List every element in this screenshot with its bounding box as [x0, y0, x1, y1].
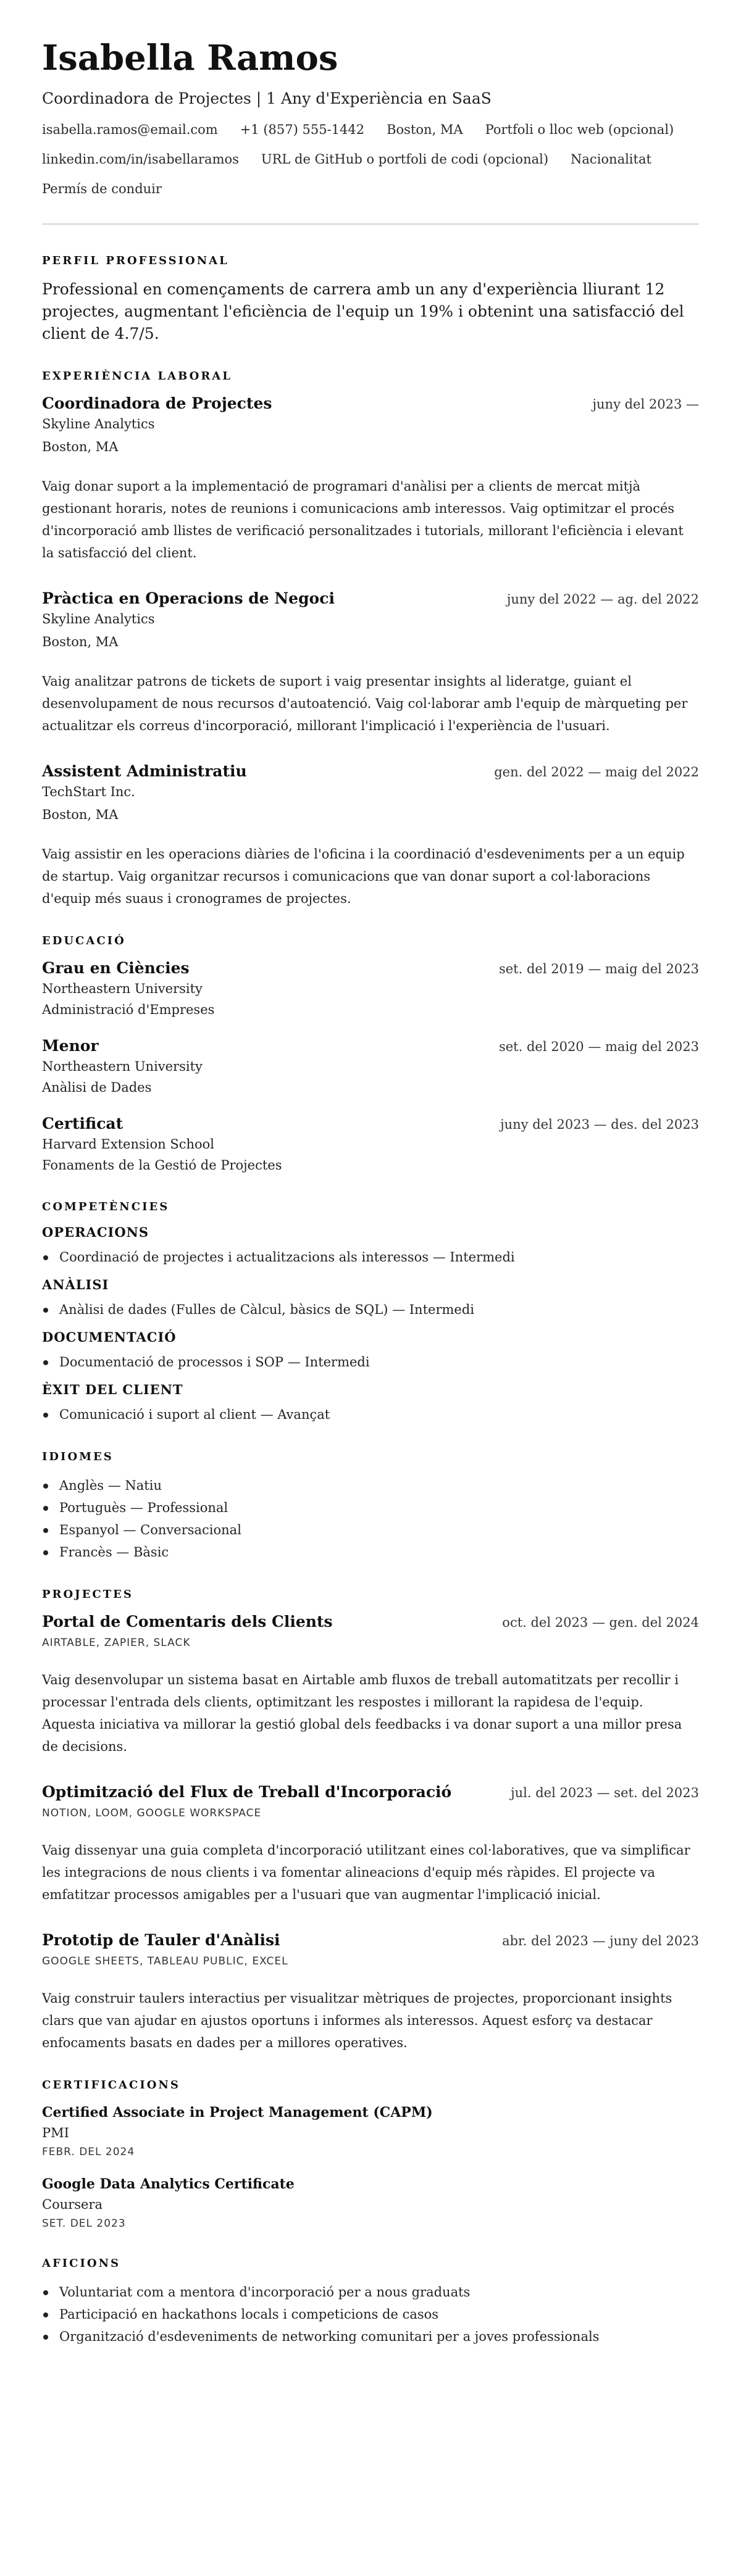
education-item [42, 1114, 699, 1176]
experience-section [42, 370, 699, 910]
skill-group [42, 1382, 699, 1426]
section-title-education: EDUCACIÓ [42, 934, 126, 947]
header-divider [42, 223, 699, 225]
job-title: Coordinadora de Projectes [42, 394, 272, 412]
skill-item: Documentació de processos i SOP — Intermedi [42, 1351, 699, 1373]
job-dates: juny del 2023 — [592, 397, 699, 412]
certification-name: Google Data Analytics Certificate [42, 2176, 295, 2192]
project-title: Optimització del Flux de Treball d'Incorporació [42, 1783, 452, 1801]
experience-item [42, 394, 699, 564]
resume-header [42, 38, 699, 210]
experience-item [42, 589, 699, 737]
hobby-item: Voluntariat com a mentora d'incorporació per a nous graduats [42, 2281, 699, 2303]
education-item [42, 958, 699, 1020]
project-tech: AIRTABLE, ZAPIER, SLACK [42, 1637, 191, 1649]
contact-portfolio: Portfoli o lloc web (opcional) [485, 122, 674, 137]
contact-linkedin[interactable]: linkedin.com/in/isabellaramos [42, 152, 239, 167]
language-item: Espanyol — Conversacional [42, 1519, 699, 1541]
degree-title: Menor [42, 1037, 99, 1055]
skill-category: ÈXIT DEL CLIENT [42, 1382, 183, 1397]
projects-section [42, 1588, 699, 2054]
certifications-section [42, 2079, 699, 2232]
summary-section [42, 254, 699, 345]
contact-phone: +1 (857) 555-1442 [240, 122, 365, 137]
job-company: Skyline Analytics [42, 612, 155, 626]
degree-title: Certificat [42, 1115, 124, 1132]
candidate-name: Isabella Ramos [42, 38, 338, 78]
certification-item [42, 2103, 699, 2161]
section-title-hobbies: AFICIONS [42, 2257, 121, 2270]
project-dates: jul. del 2023 — set. del 2023 [511, 1785, 699, 1800]
skill-item: Comunicació i suport al client — Avançat [42, 1403, 699, 1426]
project-tech: GOOGLE SHEETS, TABLEAU PUBLIC, EXCEL [42, 1955, 288, 1967]
section-title-skills: COMPETÈNCIES [42, 1200, 170, 1213]
project-title: Prototip de Tauler d'Anàlisi [42, 1931, 280, 1949]
education-item [42, 1036, 699, 1098]
contact-nationality: Nacionalitat [571, 152, 651, 167]
section-title-summary: PERFIL PROFESSIONAL [42, 254, 229, 267]
education-dates: set. del 2020 — maig del 2023 [498, 1039, 699, 1054]
project-description: Vaig desenvolupar un sistema basat en Airtable amb fluxos de treball automatitzats per recollir i processar l'entrada dels clients, optimitzant les respostes i millorant la rapidesa de l'equip. Aquesta iniciativa va millorar la gestió global dels feedbacks i va donar suport a una millor presa de decisions. [42, 1672, 682, 1754]
project-item [42, 1782, 699, 1906]
skill-category: DOCUMENTACIÓ [42, 1329, 177, 1345]
skill-item: Coordinació de projectes i actualitzacions als interessos — Intermedi [42, 1246, 699, 1268]
skill-category: OPERACIONS [42, 1224, 149, 1240]
skill-group [42, 1224, 699, 1268]
job-dates: juny del 2022 — ag. del 2022 [506, 592, 699, 607]
hobby-item: Participació en hackathons locals i competicions de casos [42, 2303, 699, 2325]
job-title: Assistent Administratiu [42, 762, 247, 780]
degree-title: Grau en Ciències [42, 959, 190, 977]
project-item [42, 1612, 699, 1758]
language-item: Francès — Bàsic [42, 1541, 699, 1563]
project-tech: NOTION, LOOM, GOOGLE WORKSPACE [42, 1807, 262, 1819]
education-section [42, 934, 699, 1176]
project-dates: oct. del 2023 — gen. del 2024 [502, 1615, 699, 1630]
education-dates: set. del 2019 — maig del 2023 [498, 962, 699, 976]
skill-category: ANÀLISI [42, 1277, 109, 1292]
section-title-experience: EXPERIÈNCIA LABORAL [42, 370, 232, 383]
project-dates: abr. del 2023 — juny del 2023 [502, 1934, 699, 1948]
contact-location: Boston, MA [387, 122, 463, 137]
section-title-certifications: CERTIFICACIONS [42, 2079, 180, 2092]
certification-date: FEBR. DEL 2024 [42, 2146, 135, 2158]
job-dates: gen. del 2022 — maig del 2022 [494, 765, 699, 779]
school-name: Harvard Extension School [42, 1137, 214, 1152]
section-title-projects: PROJECTES [42, 1588, 133, 1601]
hobby-item: Organització d'esdeveniments de networking comunitari per a joves professionals [42, 2325, 699, 2348]
job-location: Boston, MA [42, 634, 119, 649]
project-item [42, 1930, 699, 2054]
education-dates: juny del 2023 — des. del 2023 [500, 1117, 699, 1132]
project-description: Vaig dissenyar una guia completa d'incorporació utilitzant eines col·laboratives, que va simplificar les integracions de nous clients i va fomentar alineacions d'equip més ràpides. El projecte va emfatitzar processos amigables per a l'usuari que van augmentar l'implicació inicial. [42, 1843, 690, 1902]
job-location: Boston, MA [42, 439, 119, 454]
section-title-languages: IDIOMES [42, 1450, 114, 1463]
study-field: Administració d'Empreses [42, 1002, 215, 1017]
project-description: Vaig construir taulers interactius per visualitzar mètriques de projectes, proporcionant insights clars que van ajudar en ajustos oportuns i informes als interessos. Aquest esforç va destacar enfocaments basats en dades per a millores operatives. [42, 1991, 672, 2050]
certification-issuer: PMI [42, 2125, 69, 2140]
school-name: Northeastern University [42, 981, 203, 996]
skill-group [42, 1277, 699, 1321]
skill-item: Anàlisi de dades (Fulles de Càlcul, bàsics de SQL) — Intermedi [42, 1298, 699, 1321]
skill-group [42, 1329, 699, 1373]
study-field: Fonaments de la Gestió de Projectes [42, 1158, 282, 1173]
certification-date: SET. DEL 2023 [42, 2217, 126, 2230]
hobbies-section [42, 2257, 699, 2348]
candidate-headline: Coordinadora de Projectes | 1 Any d'Experiència en SaaS [42, 89, 492, 107]
contact-github: URL de GitHub o portfoli de codi (opcional) [261, 152, 549, 167]
contact-email[interactable]: isabella.ramos@email.com [42, 122, 218, 137]
skills-section [42, 1200, 699, 1426]
job-location: Boston, MA [42, 807, 119, 822]
summary-text: Professional en començaments de carrera amb un any d'experiència lliurant 12 projectes, augmentant l'eficiència de l'equip un 19% i obtenint una satisfacció del client de 4.7/5. [42, 280, 684, 343]
study-field: Anàlisi de Dades [42, 1080, 152, 1095]
certification-name: Certified Associate in Project Management (CAPM) [42, 2104, 433, 2121]
project-title: Portal de Comentaris dels Clients [42, 1613, 333, 1631]
certification-item [42, 2174, 699, 2232]
languages-section [42, 1450, 699, 1563]
job-title: Pràctica en Operacions de Negoci [42, 589, 335, 607]
contact-list [42, 121, 699, 210]
job-description: Vaig donar suport a la implementació de programari d'anàlisi per a clients de mercat mitjà gestionant horaris, notes de reunions i comunicacions amb interessos. Vaig optimitzar el procés d'incorporació amb llistes de verificació personalitzades i tutorials, millorant l'eficiència i elevant la satisfacció del client. [42, 479, 684, 560]
language-item: Anglès — Natiu [42, 1474, 699, 1497]
contact-driving-license: Permís de conduir [42, 181, 162, 196]
job-description: Vaig analitzar patrons de tickets de suport i vaig presentar insights al lideratge, guiant el desenvolupament de nous recursos d'autoatenció. Vaig col·laborar amb l'equip de màrqueting per actualitzar els correus d'incorporació, millorant l'implicació i l'experiència de l'usuari. [42, 674, 688, 733]
language-item: Portuguès — Professional [42, 1497, 699, 1519]
certification-issuer: Coursera [42, 2197, 103, 2212]
job-description: Vaig assistir en les operacions diàries de l'oficina i la coordinació d'esdeveniments per a un equip de startup. Vaig organitzar recursos i comunicacions que van donar suport a col·laboracions d'equip més suaus i cronogrames de projectes. [42, 847, 685, 906]
school-name: Northeastern University [42, 1059, 203, 1074]
job-company: TechStart Inc. [42, 784, 135, 799]
job-company: Skyline Analytics [42, 417, 155, 431]
experience-item [42, 762, 699, 910]
